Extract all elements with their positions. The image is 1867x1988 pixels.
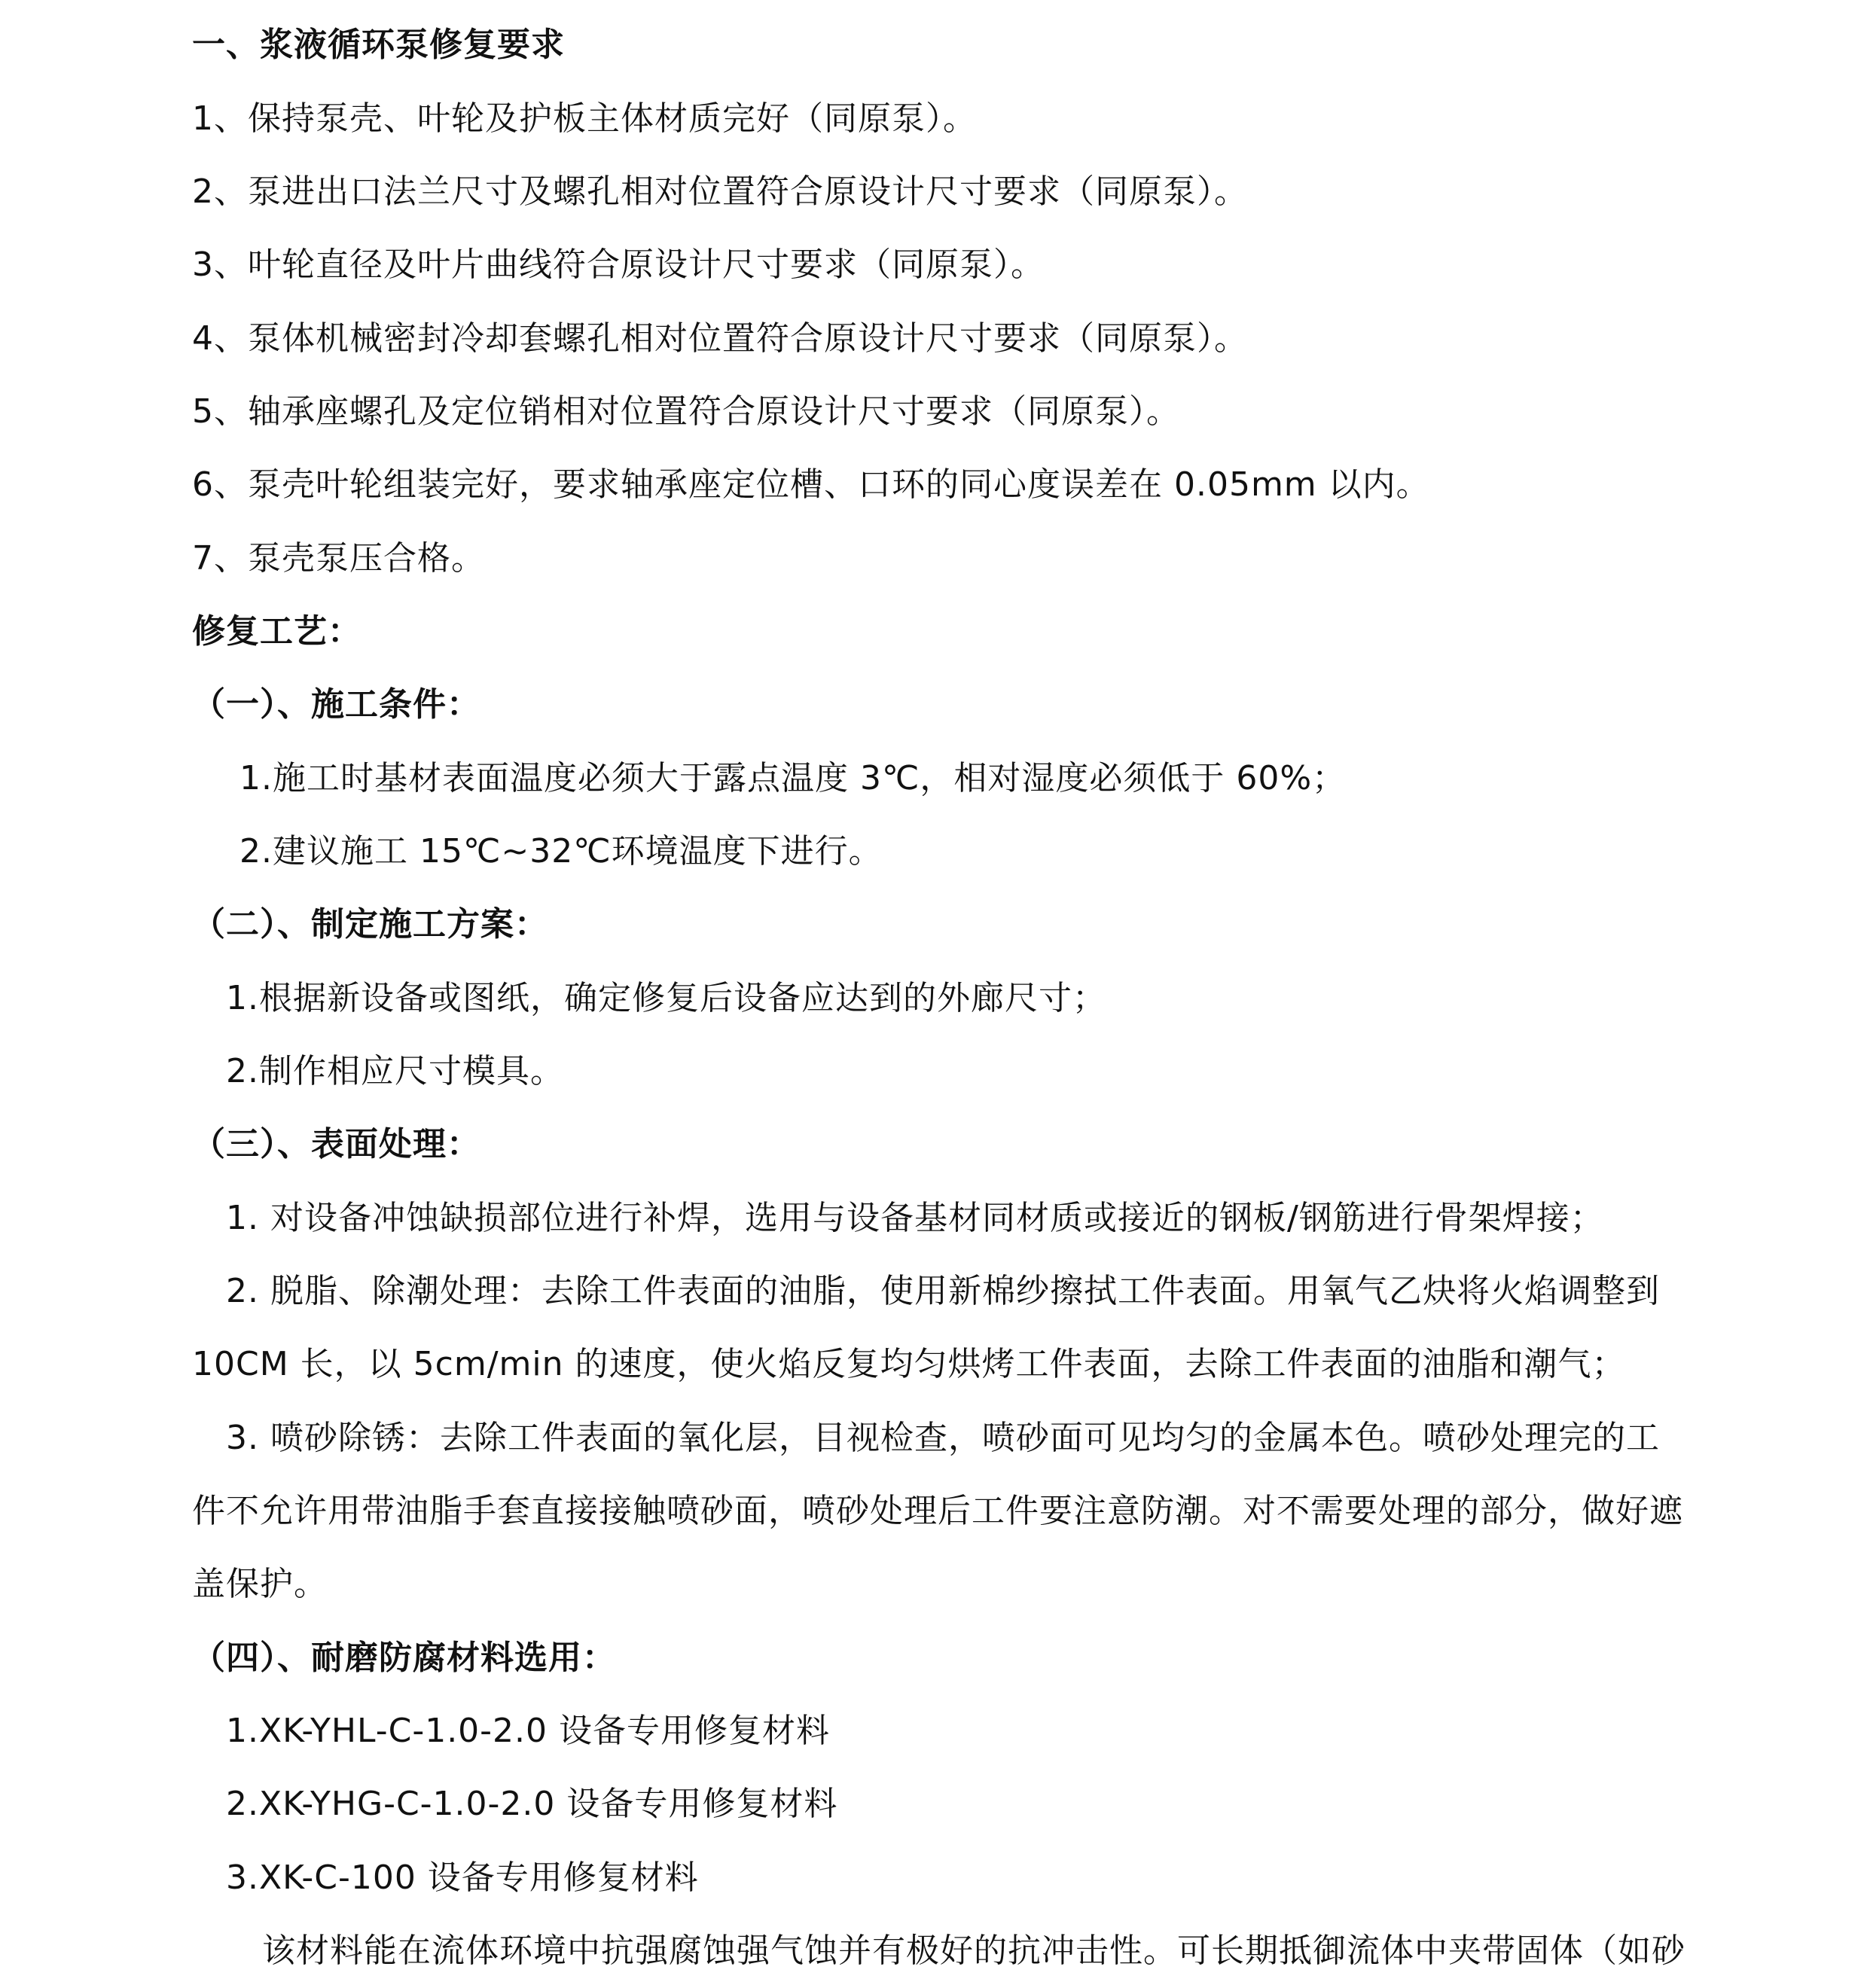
requirement-item-6: 6、泵壳叶轮组装完好，要求轴承座定位槽、口环的同心度误差在 0.05mm 以内。 <box>192 465 1430 504</box>
subsection-heading-surface-treatment: （三）、表面处理： <box>192 1125 480 1163</box>
section-heading-pump-repair-requirements: 一、浆液循环泵修复要求 <box>192 26 565 64</box>
condition-item-1: 1.施工时基材表面温度必须大于露点温度 3℃，相对湿度必须低于 60%； <box>239 759 1347 797</box>
material-item-2: 2.XK-YHG-C-1.0-2.0 设备专用修复材料 <box>226 1785 838 1823</box>
treatment-item-1: 1. 对设备冲蚀缺损部位进行补焊，选用与设备基材同材质或接近的钢板/钢筋进行骨架焊接； <box>226 1199 1604 1237</box>
repair-process-heading: 修复工艺： <box>192 612 362 651</box>
treatment-item-2-continued: 10CM 长，以 5cm/min 的速度，使火焰反复均匀烘烤工件表面，去除工件表面的油脂和潮气； <box>192 1345 1626 1383</box>
requirement-item-3: 3、叶轮直径及叶片曲线符合原设计尺寸要求（同原泵）。 <box>192 245 1045 284</box>
plan-item-1: 1.根据新设备或图纸，确定修复后设备应达到的外廊尺寸； <box>226 979 1106 1017</box>
plan-item-2: 2.制作相应尺寸模具。 <box>226 1052 564 1090</box>
treatment-item-3: 3. 喷砂除锈：去除工件表面的氧化层，目视检查，喷砂面可见均匀的金属本色。喷砂处理完的工 <box>226 1419 1660 1457</box>
material-item-3: 3.XK-C-100 设备专用修复材料 <box>226 1858 699 1897</box>
requirement-item-1: 1、保持泵壳、叶轮及护板主体材质完好（同原泵）。 <box>192 99 977 138</box>
subsection-heading-construction-conditions: （一）、施工条件： <box>192 685 480 724</box>
condition-item-2: 2.建议施工 15℃~32℃环境温度下进行。 <box>239 832 883 871</box>
treatment-item-3-end: 盖保护。 <box>192 1565 328 1603</box>
material-item-1: 1.XK-YHL-C-1.0-2.0 设备专用修复材料 <box>226 1712 831 1750</box>
requirement-item-7: 7、泵壳泵压合格。 <box>192 539 485 578</box>
requirement-item-2: 2、泵进出口法兰尺寸及螺孔相对位置符合原设计尺寸要求（同原泵）。 <box>192 172 1248 211</box>
subsection-heading-construction-plan: （二）、制定施工方案： <box>192 905 548 944</box>
requirement-item-4: 4、泵体机械密封冷却套螺孔相对位置符合原设计尺寸要求（同原泵）。 <box>192 319 1248 358</box>
treatment-item-3-continued: 件不允许用带油脂手套直接接触喷砂面，喷砂处理后工件要注意防潮。对不需要处理的部分，做好遮 <box>192 1492 1683 1530</box>
subsection-heading-material-selection: （四）、耐磨防腐材料选用： <box>192 1639 616 1677</box>
requirement-item-5: 5、轴承座螺孔及定位销相对位置符合原设计尺寸要求（同原泵）。 <box>192 392 1180 431</box>
treatment-item-2: 2. 脱脂、除潮处理：去除工件表面的油脂，使用新棉纱擦拭工件表面。用氧气乙炔将火焰调整到 <box>226 1272 1660 1310</box>
material-description: 该材料能在流体环境中抗强腐蚀强气蚀并有极好的抗冲击性。可长期抵御流体中夹带固体（如砂 <box>262 1932 1685 1970</box>
